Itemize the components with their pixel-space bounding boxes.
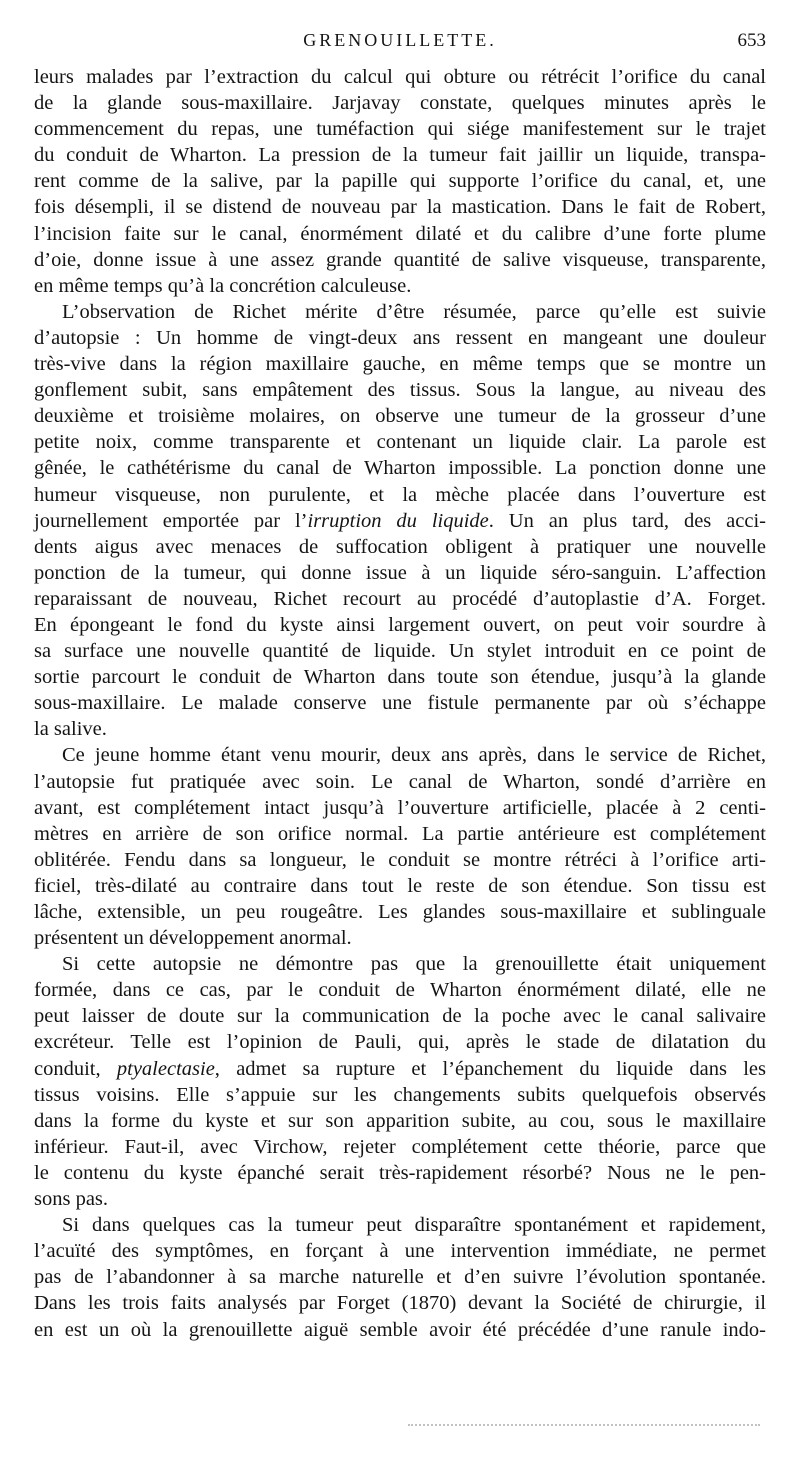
text-segment: , admet sa rupture et l’épanchement du liquide dans les bbox=[214, 1057, 766, 1080]
body-text bbox=[34, 64, 766, 1343]
text-line: L’observation de Richet mérite d’être résumée, parce qu’elle est suivie bbox=[62, 300, 766, 323]
paragraph-2 bbox=[34, 299, 766, 743]
text-line: inférieur. Faut-il, avec Virchow, rejeter complétement cette théorie, parce que bbox=[34, 1135, 766, 1158]
text-line: Ce jeune homme étant venu mourir, deux ans après, dans le service de Richet, bbox=[62, 744, 766, 767]
text-line: fois désempli, il se distend de nouveau par la mastication. Dans le fait de Robert, bbox=[34, 196, 766, 219]
running-title: GRENOUILLETTE. bbox=[303, 30, 497, 50]
text-line: En épongeant le fond du kyste ainsi largement ouvert, on peut voir sourdre à bbox=[34, 613, 766, 636]
text-line: commencement du repas, une tuméfaction qui siége manifestement sur le trajet bbox=[34, 118, 766, 141]
text-line: très-vive dans la région maxillaire gauche, en même temps que se montre un bbox=[34, 353, 766, 376]
text-line: rent comme de la salive, par la papille qui supporte l’orifice du canal, et, une bbox=[34, 170, 766, 193]
text-line: Si cette autopsie ne démontre pas que la grenouillette était uniquement bbox=[62, 953, 766, 976]
paragraph-3 bbox=[34, 742, 766, 951]
paragraph-4 bbox=[34, 951, 766, 1212]
text-segment: journellement emportée par l’ bbox=[34, 509, 308, 532]
text-line: tissus voisins. Elle s’appuie sur les changements subits quelquefois observés bbox=[34, 1083, 766, 1106]
text-segment: conduit, bbox=[34, 1057, 117, 1080]
text-line-italic bbox=[34, 1056, 766, 1082]
running-head bbox=[34, 30, 766, 58]
text-line: pas de l’abandonner à sa marche naturelle et d’en suivre l’évolution spontanée. bbox=[34, 1266, 766, 1289]
text-line: lâche, extensible, un peu rougeâtre. Les glandes sous-maxillaire et sublinguale bbox=[34, 901, 766, 923]
text-line: reparaissant de nouveau, Richet recourt au procédé d’autoplastie d’A. Forget. bbox=[34, 587, 766, 610]
text-line: sortie parcourt le conduit de Wharton dans toute son étendue, jusqu’à la glande bbox=[34, 666, 766, 689]
text-line: l’incision faite sur le canal, énormément dilaté et du calibre d’une forte plume bbox=[34, 222, 766, 245]
text-line: peut laisser de doute sur la communication de la poche avec le canal salivaire bbox=[34, 1005, 766, 1028]
text-line: sons pas. bbox=[34, 1188, 109, 1211]
italic-phrase: irruption du liquide bbox=[307, 509, 489, 532]
text-line: dans la forme du kyste et sur son apparition subite, au cou, sous le maxillaire bbox=[34, 1109, 766, 1132]
text-line: sa surface une nouvelle quantité de liquide. Un stylet introduit en ce point de bbox=[34, 640, 766, 663]
text-line: avant, est complétement intact jusqu’à l’ouverture artificielle, placée à 2 centi- bbox=[34, 796, 766, 819]
text-line: la salive. bbox=[34, 718, 107, 741]
text-line: leurs malades par l’extraction du calcul qui obture ou rétrécit l’orifice du canal bbox=[34, 66, 766, 88]
text-line: Dans les trois faits analysés par Forget (1870) devant la Société de chirurgie, il bbox=[34, 1292, 766, 1315]
text-line: ponction de la tumeur, qui donne issue à un liquide séro-sanguin. L’affection bbox=[34, 561, 766, 584]
text-line: mètres en arrière de son orifice normal. La partie antérieure est complétement bbox=[34, 822, 766, 845]
text-line: présentent un développement anormal. bbox=[34, 927, 352, 950]
text-line: humeur visqueuse, non purulente, et la mèche placée dans l’ouverture est bbox=[34, 483, 766, 506]
text-line: d’oie, donne issue à une assez grande quantité de salive visqueuse, transparente, bbox=[34, 248, 766, 271]
text-line: en même temps qu’à la concrétion calculeuse. bbox=[34, 274, 412, 297]
text-line: du conduit de Wharton. La pression de la tumeur fait jaillir un liquide, transpa- bbox=[34, 144, 766, 167]
text-line: sous-maxillaire. Le malade conserve une fistule permanente par où s’échappe bbox=[34, 692, 766, 715]
text-line: d’autopsie : Un homme de vingt-deux ans ressent en mangeant une douleur bbox=[34, 326, 766, 349]
text-line: oblitérée. Fendu dans sa longueur, le conduit se montre rétréci à l’orifice arti- bbox=[34, 848, 766, 871]
text-line: deuxième et troisième molaires, on observe une tumeur de la grosseur d’une bbox=[34, 405, 766, 428]
text-line: l’autopsie fut pratiquée avec soin. Le canal de Wharton, sondé d’arrière en bbox=[34, 770, 766, 793]
text-line: de la glande sous-maxillaire. Jarjavay constate, quelques minutes après le bbox=[34, 92, 766, 115]
text-line: ficiel, très-dilaté au contraire dans tout le reste de son étendue. Son tissu est bbox=[34, 874, 766, 897]
text-line: formée, dans ce cas, par le conduit de Wharton énormément dilaté, elle ne bbox=[34, 979, 766, 1002]
paragraph-1 bbox=[34, 64, 766, 299]
text-line: excréteur. Telle est l’opinion de Pauli, qui, après le stade de dilatation du bbox=[34, 1031, 766, 1054]
text-line: le contenu du kyste épanché serait très-rapidement résorbé? Nous ne le pen- bbox=[34, 1161, 766, 1184]
text-line: Si dans quelques cas la tumeur peut disparaître spontanément et rapidement, bbox=[62, 1214, 766, 1237]
text-line: gonflement subit, sans empâtement des tissus. Sous la langue, au niveau des bbox=[34, 379, 766, 402]
text-line: dents aigus avec menaces de suffocation obligent à pratiquer une nouvelle bbox=[34, 535, 766, 558]
text-line: en est un où la grenouillette aiguë semble avoir été précédée d’une ranule indo- bbox=[34, 1318, 766, 1341]
text-line-italic bbox=[34, 508, 766, 534]
text-line: gênée, le cathétérisme du canal de Wharton impossible. La ponction donne une bbox=[34, 457, 766, 480]
page-edge-artifact bbox=[408, 1424, 760, 1432]
text-line: l’acuïté des symptômes, en forçant à une intervention immédiate, ne permet bbox=[34, 1240, 766, 1263]
text-segment: . Un an plus tard, des acci- bbox=[488, 509, 766, 532]
page-number: 653 bbox=[737, 30, 766, 51]
text-line: petite noix, comme transparente et contenant un liquide clair. La parole est bbox=[34, 431, 766, 454]
italic-phrase: ptyalectasie bbox=[116, 1057, 215, 1080]
paragraph-5 bbox=[34, 1212, 766, 1342]
